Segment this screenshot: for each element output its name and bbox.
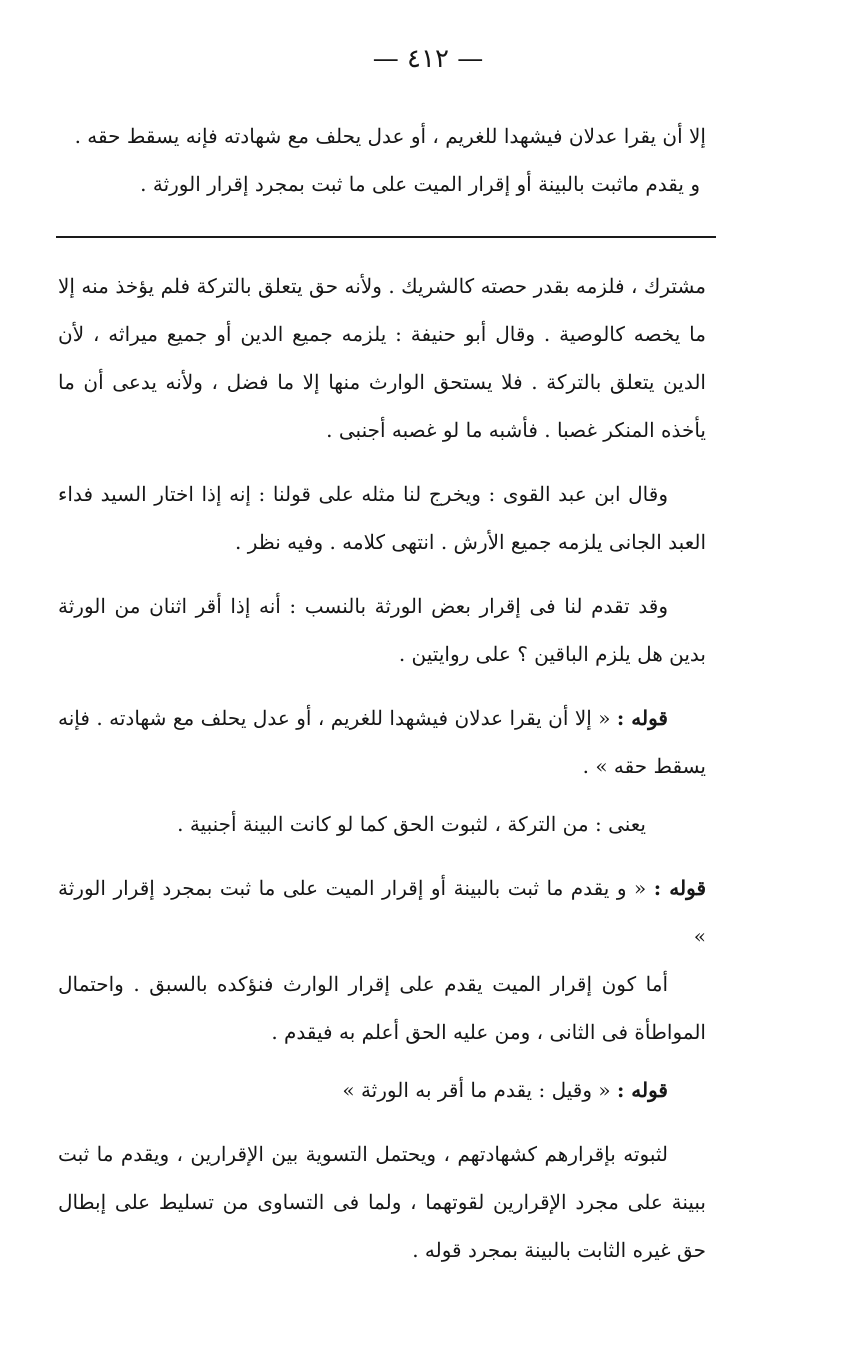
commentary-paragraph-1: مشترك ، فلزمه بقدر حصته كالشريك . ولأنه حق يتعلق بالتركة فلم يؤخذ منه إلا ما يخصه كالوصية . وقال أبو حنيفة : يلزمه جميع الدين أو جميع ميراثه ، لأن الدين يتعلق بالتركة . فلا يستحق الوارث منها إلا ما فضل ، ولأنه يدعى أن ما يأخذه المنكر غصبا . فأشبه ما لو غصبه أجنبى . [58, 274, 706, 442]
quote-text: « إلا أن يقرا عدلان فيشهدا للغريم ، أو عدل يحلف مع شهادته . فإنه يسقط حقه » . [58, 706, 706, 778]
commentary-quote-2 [58, 864, 706, 960]
commentary-paragraph-7: أما كون إقرار الميت يقدم على إقرار الوارث فنؤكده بالسبق . واحتمال المواطأة فى الثانى ، ومن عليه الحق أعلم به فيقدم . [58, 972, 706, 1044]
qawluh-label: قوله : [653, 876, 707, 900]
main-text [60, 112, 706, 208]
commentary-paragraph-2: وقال ابن عبد القوى : ويخرج لنا مثله على قولنا : إنه إذا اختار السيد فداء العبد الجانى يلزمه جميع الأرش . انتهى كلامه . وفيه نظر . [58, 482, 706, 554]
commentary [58, 262, 706, 1290]
commentary-paragraph-3: وقد تقدم لنا فى إقرار بعض الورثة بالنسب : أنه إذا أقر اثنان من الورثة بدين هل يلزم الباقين ؟ على روايتين . [58, 594, 706, 666]
quote-text: « وقيل : يقدم ما أقر به الورثة » [342, 1078, 611, 1102]
main-text-line-1: إلا أن يقرا عدلان فيشهدا للغريم ، أو عدل يحلف مع شهادته فإنه يسقط حقه . [74, 124, 706, 148]
page-number: — ٤١٢ — [372, 44, 484, 74]
separator-rule [56, 236, 716, 238]
qawluh-label: قوله : [616, 1078, 668, 1102]
quote-text: « و يقدم ما ثبت بالبينة أو إقرار الميت على ما ثبت بمجرد إقرار الورثة » [58, 876, 706, 948]
commentary-paragraph-5: يعنى : من التركة ، لثبوت الحق كما لو كانت البينة أجنبية . [177, 812, 646, 836]
main-text-line-2: و يقدم ماثبت بالبينة أو إقرار الميت على ما ثبت بمجرد إقرار الورثة . [140, 172, 700, 196]
commentary-paragraph-9: لثبوته بإقرارهم كشهادتهم ، ويحتمل التسوية بين الإقرارين ، ويقدم ما ثبت ببينة على مجرد الإقرارين لقوتهما ، ولما فى التساوى من تسليط على إبطال حق غيره الثابت بالبينة بمجرد قوله . [58, 1142, 706, 1262]
commentary-quote-3 [58, 1066, 706, 1114]
commentary-quote-1 [58, 694, 706, 790]
qawluh-label: قوله : [616, 706, 668, 730]
